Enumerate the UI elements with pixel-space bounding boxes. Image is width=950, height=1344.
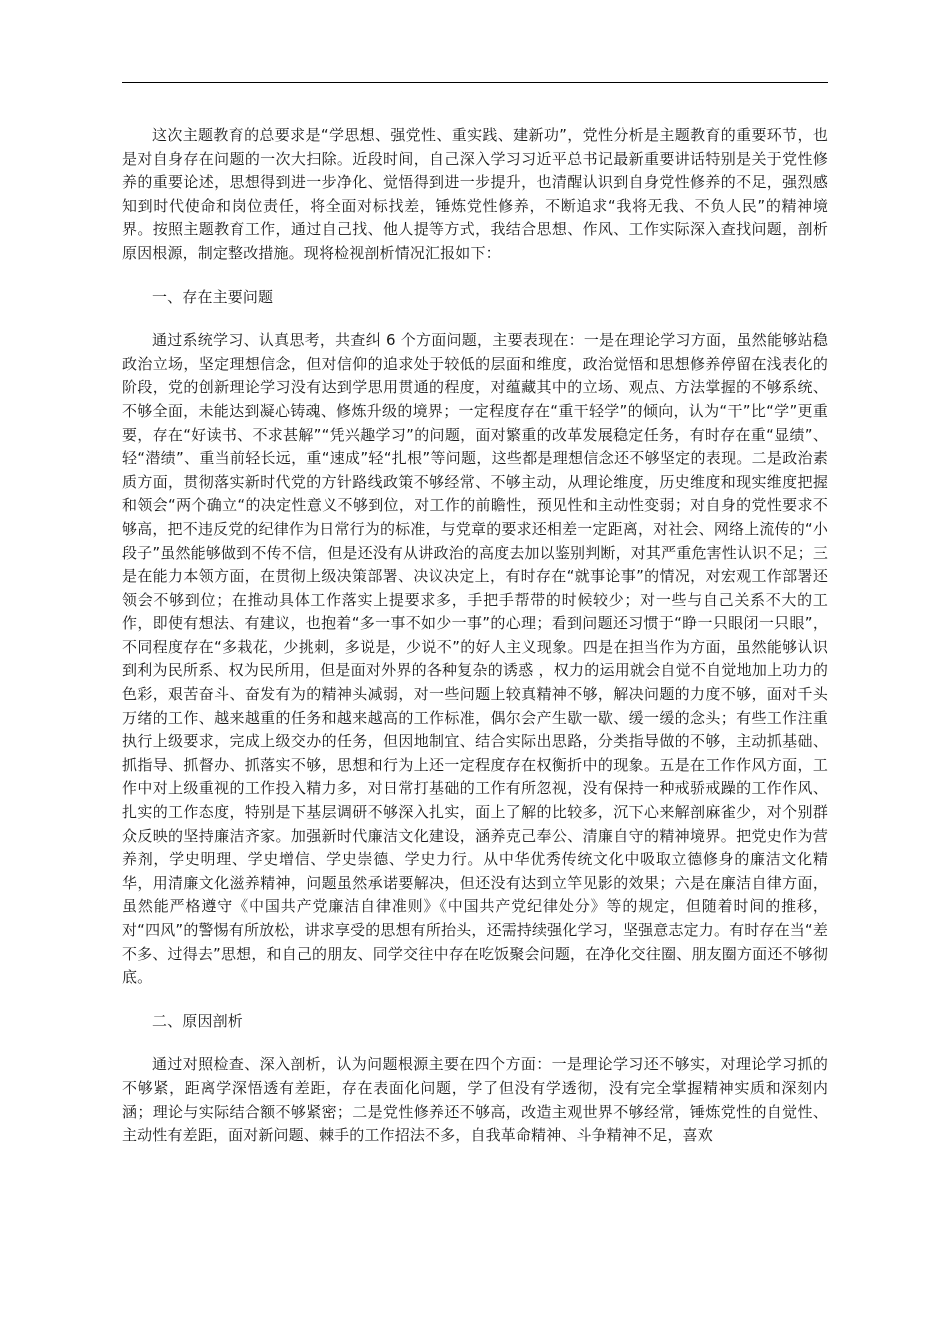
document-body [122, 124, 828, 1148]
intro-paragraph: 这次主题教育的总要求是“学思想、强党性、重实践、建新功”，党性分析是主题教育的重要环节，也是对自身存在问题的一次大扫除。近段时间，自己深入学习习近平总书记最新重要讲话特别是关于党性修养的重要论述，思想得到进一步净化、觉悟得到进一步提升，也清醒认识到自身党性修养的不足，强烈感知到时代使命和岗位责任，将全面对标找差，锤炼党性修养，不断追求“我将无我、不负人民”的精神境界。按照主题教育工作，通过自己找、他人提等方式，我结合思想、作风、工作实际深入查找问题，剖析原因根源，制定整改措施。现将检视剖析情况汇报如下： [122, 126, 828, 262]
causes-paragraph: 通过对照检查、深入剖析，认为问题根源主要在四个方面：一是理论学习还不够实，对理论学习抓的不够紧，距离学深悟透有差距，存在表面化问题，学了但没有学透彻，没有完全掌握精神实质和深刻内涵；理论与实际结合额不够紧密；二是党性修养还不够高，改造主观世界不够经常，锤炼党性的自觉性、主动性有差距，面对新问题、棘手的工作招法不多，自我革命精神、斗争精神不足，喜欢 [122, 1055, 828, 1145]
header-rule [122, 82, 828, 83]
problems-paragraph: 通过系统学习、认真思考，共查纠 6 个方面问题，主要表现在：一是在理论学习方面，虽然能够站稳政治立场，坚定理想信念，但对信仰的追求处于较低的层面和维度，政治觉悟和思想修养停留在浅表化的阶段，党的创新理论学习没有达到学思用贯通的程度，对蕴藏其中的立场、观点、方法掌握的不够系统、不够全面，未能达到凝心铸魂、修炼升级的境界；一定程度存在“重干轻学”的倾向，认为“干”比“学”更重要，存在“好读书、不求甚解”“凭兴趣学习”的问题，面对繁重的改革发展稳定任务，有时存在重“显绩”、轻“潜绩”、重当前轻长远，重“速成”轻“扎根”等问题，这些都是理想信念还不够坚定的表现。二是政治素质方面，贯彻落实新时代党的方针路线政策不够经常、不够主动，从理论维度，历史维度和现实维度把握和领会“两个确立“的决定性意义不够到位，对工作的前瞻性，预见性和主动性变弱；对自身的党性要求不够高，把不违反党的纪律作为日常行为的标准，与党章的要求还相差一定距离，对社会、网络上流传的“小段子”虽然能够做到不传不信，但是还没有从讲政治的高度去加以鉴别判断，对其严重危害性认识不足；三是在能力本领方面，在贯彻上级决策部署、决议决定上，有时存在“就事论事”的情况，对宏观工作部署还领会不够到位；在推动具体工作落实上提要求多，手把手帮带的时候较少；对一些与自己关系不大的工作，即使有想法、有建议，也抱着“多一事不如少一事”的心理；看到问题还习惯于“睁一只眼闭一只眼”，不同程度存在“多栽花，少挑刺，多说是，少说不”的好人主义现象。四是在担当作为方面，虽然能够认识到利为民所系、权为民所用，但是面对外界的各种复杂的诱惑 ，权力的运用就会自觉不自觉地加上功力的色彩，艰苦奋斗、奋发有为的精神头减弱，对一些问题上较真精神不够，解决问题的力度不够，面对千头万绪的工作、越来越重的任务和越来越高的工作标准，偶尔会产生歇一歇、缓一缓的念头；有些工作注重执行上级要求，完成上级交办的任务，但因地制宜、结合实际出思路，分类指导做的不够，主动抓基础、抓指导、抓督办、抓落实不够，思想和行为上还一定程度存在权衡折中的现象。五是在工作作风方面，工作中对上级重视的工作投入精力多，对日常打基础的工作有所忽视，没有保持一种戒骄戒躁的工作作风、扎实的工作态度，特别是下基层调研不够深入扎实，面上了解的比较多，沉下心来解剖麻雀少，对个别群众反映的坚持廉洁齐家。加强新时代廉洁文化建设，涵养克己奉公、清廉自守的精神境界。把党史作为营养剂，学史明理、学史增信、学史崇德、学史力行。从中华优秀传统文化中吸取立德修身的廉洁文化精华，用清廉文化滋养精神，问题虽然承诺要解决，但还没有达到立竿见影的效果；六是在廉洁自律方面，虽然能严格遵守《中国共产党廉洁自律准则》《中国共产党纪律处分》等的规定，但随着时间的推移，对“四风”的警惕有所放松，讲求享受的思想有所抬头，还需持续强化学习，坚强意志定力。有时存在当“差不多、过得去”思想，和自己的朋友、同学交往中存在吃饭聚会问题，在净化交往圈、朋友圈方面还不够彻底。 [122, 331, 828, 987]
section-heading-causes: 二、原因剖析 [152, 1011, 243, 1030]
section-heading-problems: 一、存在主要问题 [152, 287, 274, 306]
